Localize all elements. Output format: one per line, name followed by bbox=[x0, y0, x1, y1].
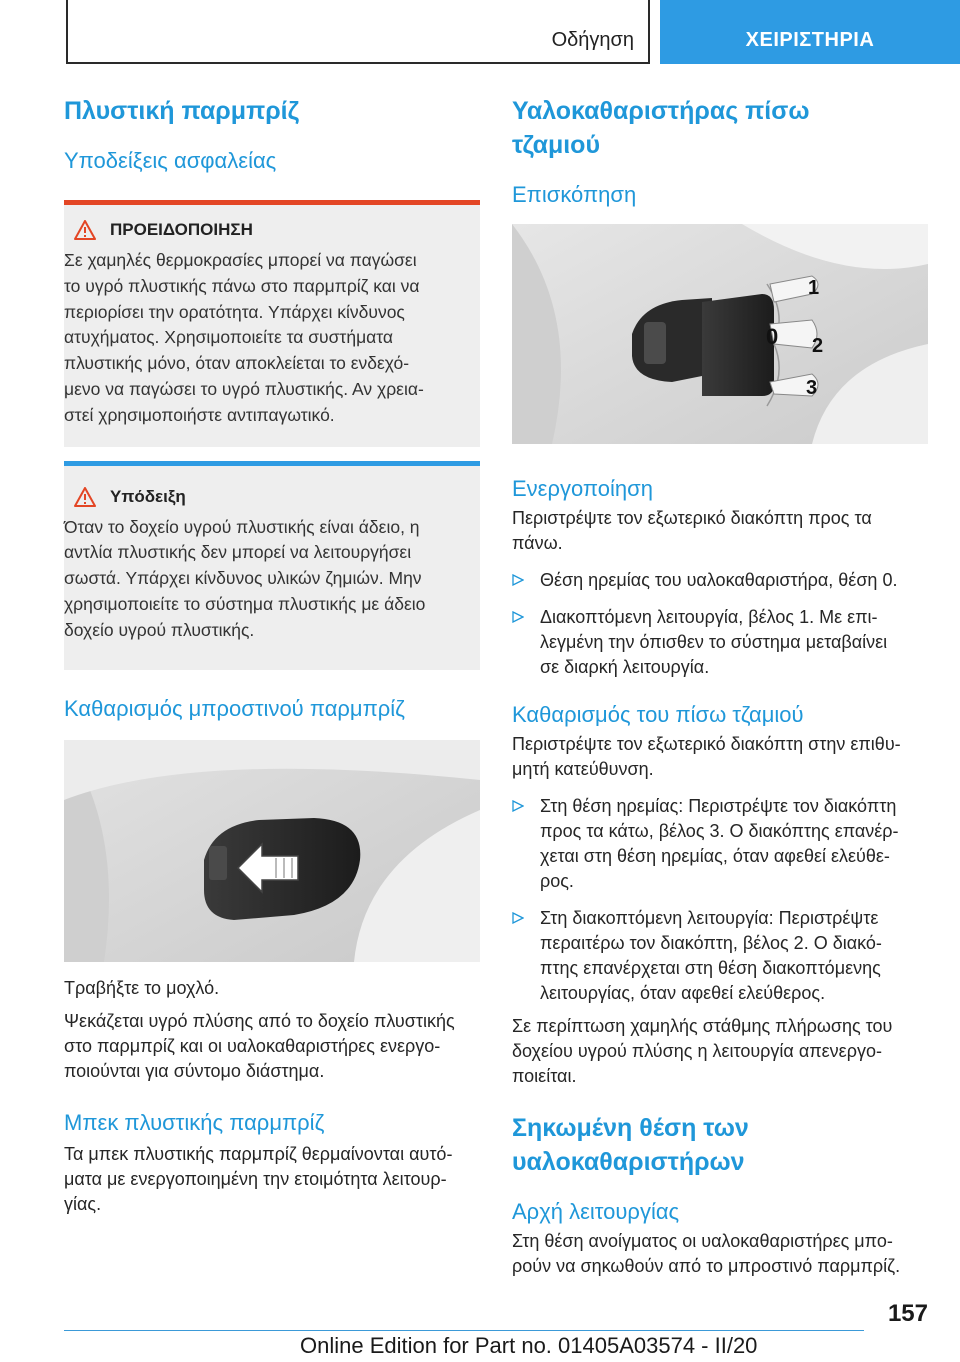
warning-triangle-icon bbox=[74, 220, 96, 240]
bullet-triangle-icon bbox=[512, 611, 524, 623]
notice-line: χρησιμοποιείτε το σύστημα πλυστικής με άδειο bbox=[64, 593, 426, 614]
notice-line: δοχείο υγρού πλυστικής. bbox=[64, 619, 255, 640]
spray-line: ποιούνται για σύντομο διάστημα. bbox=[64, 1060, 325, 1081]
position-label-1: 1 bbox=[808, 277, 820, 299]
warning-line: το υγρό πλυστικής πάνω στο παρμπρίζ και να bbox=[64, 275, 420, 296]
rear-wiper-switch-figure bbox=[512, 224, 928, 444]
activation-bullet bbox=[512, 568, 928, 593]
notice-triangle-icon bbox=[74, 487, 96, 507]
warning-line: μενο να παγώσει το υγρό πλυστικής. Αν χρεια- bbox=[64, 378, 424, 399]
bullet-line: λεγμένη την όπισθεν το σύστημα μεταβαίνει bbox=[540, 632, 888, 652]
safety-heading: Υποδείξεις ασφαλείας bbox=[64, 148, 277, 173]
pull-lever-text: Τραβήξτε το μοχλό. bbox=[64, 977, 220, 998]
warning-title: ΠΡΟΕΙΔΟΠΟΙΗΣΗ bbox=[110, 220, 253, 239]
cleaning-bullet bbox=[512, 906, 928, 1006]
bullet-line: προς τα κάτω, βέλος 3. Ο διακόπτης επανέρ- bbox=[540, 821, 899, 841]
rear-wiper-title bbox=[512, 94, 928, 162]
bullet-triangle-icon bbox=[512, 574, 524, 586]
front-wiper-lever-figure bbox=[64, 740, 480, 962]
left-column bbox=[64, 90, 480, 1217]
title-line: Υαλοκαθαριστήρας πίσω bbox=[512, 97, 810, 125]
bullet-line: Στη διακοπτόμενη λειτουργία: Περιστρέψτε bbox=[540, 908, 879, 928]
activation-line: Περιστρέψτε τον εξωτερικό διακόπτη προς τα bbox=[512, 508, 872, 528]
bullet-line: ρος. bbox=[540, 871, 574, 891]
bullet-line: χεται στη θέση ηρεμίας, όταν αφεθεί ελεύθε- bbox=[540, 846, 890, 866]
section-tab bbox=[66, 0, 650, 64]
raised-position-title bbox=[512, 1111, 928, 1179]
notice-box bbox=[64, 461, 480, 670]
page-number: 157 bbox=[887, 1300, 928, 1327]
low-level-line: ποιείται. bbox=[512, 1066, 577, 1086]
position-label-2: 2 bbox=[812, 335, 824, 357]
washer-title: Πλυστική παρμπρίζ bbox=[64, 97, 300, 125]
position-label-0: 0 bbox=[766, 324, 779, 349]
cleaning-bullet bbox=[512, 794, 928, 894]
rear-wiper-switch-illustration bbox=[512, 224, 928, 444]
lever-pull-illustration bbox=[64, 740, 480, 962]
warning-box bbox=[64, 200, 480, 447]
title-line: Σηκωμένη θέση των bbox=[512, 1114, 749, 1142]
rear-cleaning-heading: Καθαρισμός του πίσω τζαμιού bbox=[512, 702, 804, 727]
warning-line: ατυχήματος. Χρησιμοποιείτε τα συστήματα bbox=[64, 327, 394, 348]
nozzle-heading: Μπεκ πλυστικής παρμπρίζ bbox=[64, 1109, 325, 1135]
principle-line: Στη θέση ανοίγματος οι υαλοκαθαριστήρες μπο- bbox=[512, 1231, 893, 1251]
low-level-line: δοχείου υγρού πλύσης η λειτουργία απενεργο- bbox=[512, 1041, 882, 1061]
online-edition-note: Online Edition for Part no. 01405A03574 - II/20 bbox=[300, 1333, 758, 1358]
warning-title-row bbox=[64, 220, 460, 240]
principle-heading: Αρχή λειτουργίας bbox=[512, 1199, 680, 1224]
bullet-line: Στη θέση ηρεμίας: Περιστρέψτε τον διακόπτη bbox=[540, 796, 897, 816]
activation-heading: Ενεργοποίηση bbox=[512, 476, 653, 501]
bullet-line: πτης επανέρχεται στη θέση διακοπτόμενης bbox=[540, 958, 881, 978]
front-cleaning-heading: Καθαρισμός μπροστινού παρμπρίζ bbox=[64, 695, 405, 721]
bullet-line: σε διαρκή λειτουργία. bbox=[540, 657, 710, 677]
notice-line: Όταν το δοχείο υγρού πλυστικής είναι άδειο, η bbox=[64, 516, 420, 537]
spray-line: στο παρμπρίζ και οι υαλοκαθαριστήρες ενεργο- bbox=[64, 1035, 441, 1056]
footer-divider bbox=[64, 1330, 864, 1331]
warning-line: στεί χρησιμοποιήστε αντιπαγωτικό. bbox=[64, 404, 335, 425]
bullet-triangle-icon bbox=[512, 912, 524, 924]
activation-bullet bbox=[512, 605, 928, 680]
section-label: Οδήγηση bbox=[551, 29, 634, 51]
bullet-line: λειτουργίας, όταν αφεθεί ελεύθερος. bbox=[540, 983, 826, 1003]
notice-line: αντλία πλυστικής δεν μπορεί να λειτουργήσει bbox=[64, 542, 412, 563]
principle-line: ρούν να σηκωθούν από το μπροστινό παρμπρίζ. bbox=[512, 1256, 901, 1276]
chapter-label: ΧΕΙΡΙΣΤΗΡΙΑ bbox=[745, 29, 875, 51]
position-label-3: 3 bbox=[806, 377, 818, 399]
chapter-tab bbox=[660, 0, 960, 64]
warning-line: περιορίσει την ορατότητα. Υπάρχει κίνδυνος bbox=[64, 301, 405, 322]
cleaning-line: μητή κατεύθυνση. bbox=[512, 759, 654, 779]
page-header bbox=[0, 0, 960, 66]
nozzle-line: ματα με ενεργοποιημένη την ετοιμότητα λειτουρ- bbox=[64, 1168, 447, 1189]
overview-heading: Επισκόπηση bbox=[512, 182, 637, 207]
notice-title-row bbox=[64, 487, 460, 507]
warning-line: πλυστικής μόνο, όταν αποκλείεται το ενδεχό- bbox=[64, 353, 410, 374]
bullet-line: περαιτέρω τον διακόπτη, βέλος 2. Ο διακό- bbox=[540, 933, 882, 953]
low-level-line: Σε περίπτωση χαμηλής στάθμης πλήρωσης του bbox=[512, 1016, 893, 1036]
notice-title: Υπόδειξη bbox=[110, 486, 186, 506]
spray-line: Ψεκάζεται υγρό πλύσης από το δοχείο πλυστικής bbox=[64, 1010, 455, 1031]
nozzle-line: γίας. bbox=[64, 1193, 102, 1214]
warning-line: Σε χαμηλές θερμοκρασίες μπορεί να παγώσει bbox=[64, 250, 417, 270]
bullet-line: Διακοπτόμενη λειτουργία, βέλος 1. Με επι- bbox=[540, 607, 878, 627]
notice-line: σωστά. Υπάρχει κίνδυνος υλικών ζημιών. Μην bbox=[64, 568, 422, 589]
activation-line: πάνω. bbox=[512, 533, 563, 553]
title-line: τζαμιού bbox=[512, 131, 601, 159]
bullet-line: Θέση ηρεμίας του υαλοκαθαριστήρα, θέση 0. bbox=[540, 570, 898, 590]
cleaning-line: Περιστρέψτε τον εξωτερικό διακόπτη στην επιθυ- bbox=[512, 734, 901, 754]
warning-bar bbox=[64, 200, 480, 205]
right-column bbox=[512, 90, 928, 1279]
bullet-triangle-icon bbox=[512, 800, 524, 812]
notice-bar bbox=[64, 461, 480, 466]
title-line: υαλοκαθαριστήρων bbox=[512, 1148, 745, 1176]
nozzle-line: Τα μπεκ πλυστικής παρμπρίζ θερμαίνονται αυτό- bbox=[64, 1143, 453, 1164]
